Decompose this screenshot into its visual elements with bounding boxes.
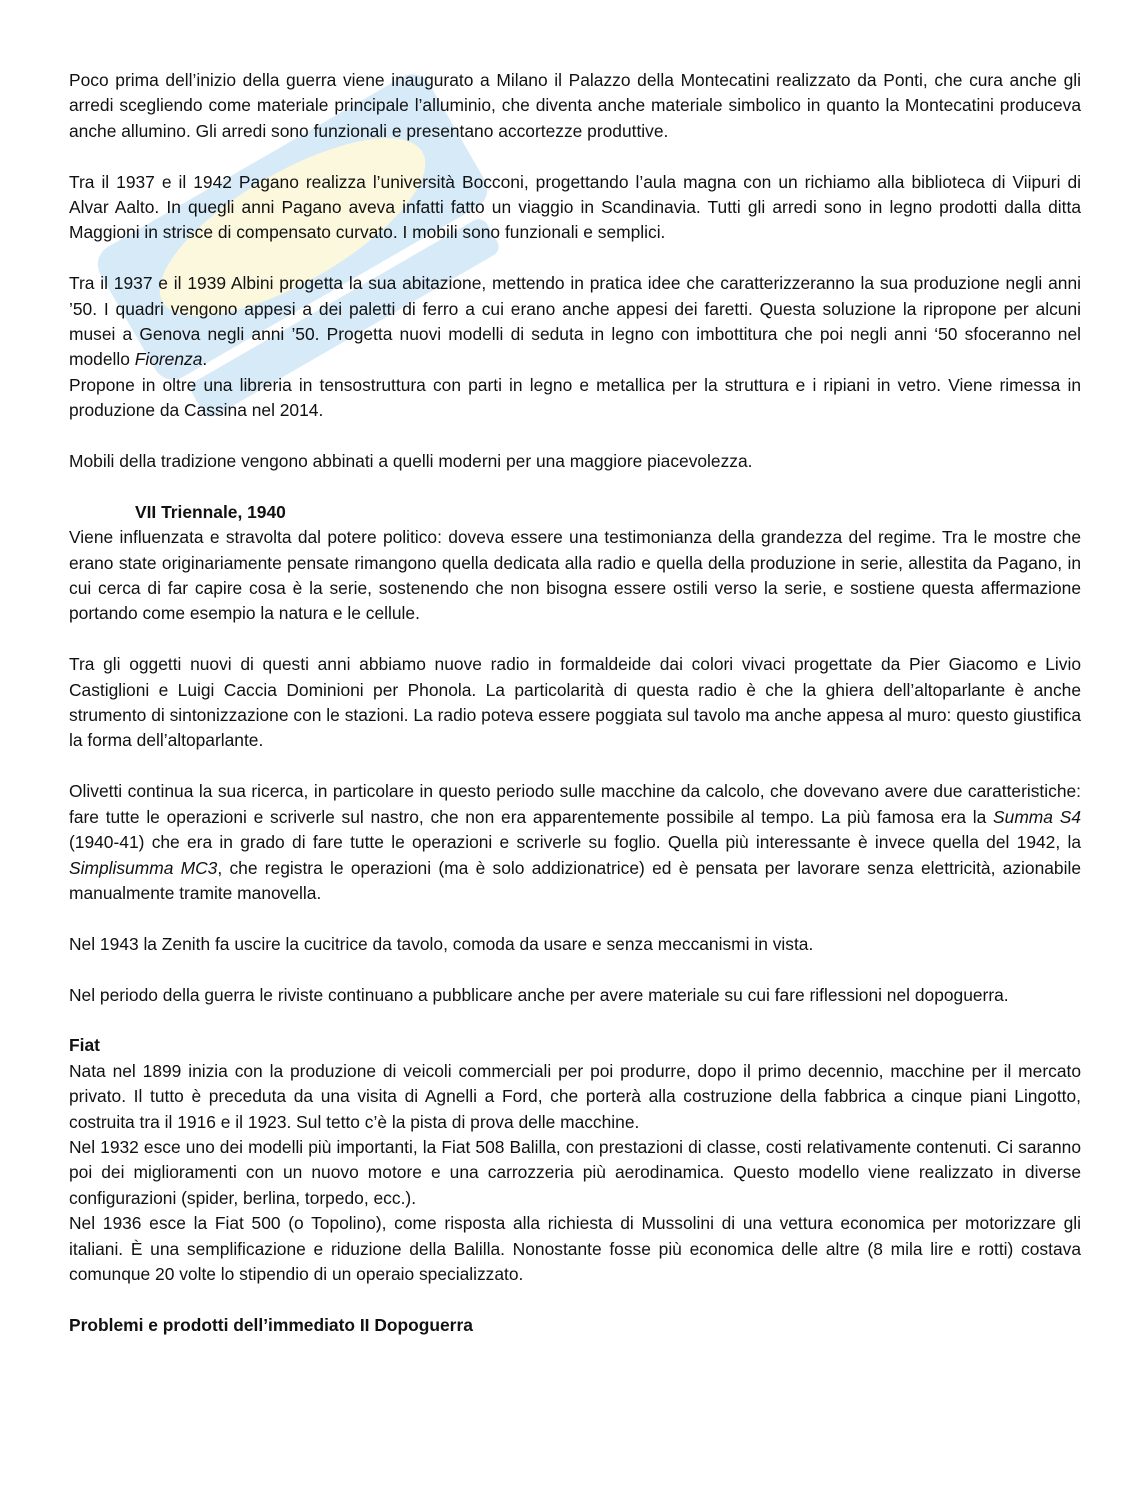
- heading-vii-triennale: VII Triennale, 1940: [135, 501, 286, 522]
- model-summa-s4: Summa S4: [993, 806, 1081, 827]
- paragraph-libreria: Propone in oltre una libreria in tensostruttura con parti in legno e metallica per la struttura e i ripiani in vetro. Viene rimessa in produzione da Cassina nel 2014.: [69, 374, 1081, 421]
- model-simplisumma-mc3: Simplisumma MC3: [69, 857, 218, 878]
- paragraph-olivetti-text-1: Olivetti continua la sua ricerca, in particolare in questo periodo sulle macchine da calcolo, che dovevano avere due caratteristiche: fare tutte le operazioni e scriverle sul nastro, che non era apparentemente possibile al tempo. La più famosa era la: [69, 781, 1081, 827]
- paragraph-albini: [69, 271, 1081, 373]
- paragraph-fiat-topolino: Nel 1936 esce la Fiat 500 (o Topolino), come risposta alla richiesta di Mussolini di una vettura economica per motorizzare gli italiani. È una semplificazione e riduzione della Balilla. Nonostante fosse più economica delle altre (8 mila lire e rotti) costava comunque 20 volte lo stipendio di un operaio specializzato.: [69, 1213, 1081, 1284]
- paragraph-olivetti: [69, 779, 1081, 906]
- heading-fiat: Fiat: [69, 1035, 100, 1056]
- paragraph-triennale: Viene influenzata e stravolta dal potere politico: doveva essere una testimonianza della grandezza del regime. Tra le mostre che erano state originariamente pensate rimangono quella dedicata alla radio e quella della produzione in serie, allestita da Pagano, in cui cerca di far capire cosa è la serie, sostenendo che non bisogna essere ostili verso la serie, e sostiene questa affermazione portando come esempio la natura e le cellule.: [69, 527, 1081, 624]
- heading-dopoguerra: Problemi e prodotti dell’immediato II Dopoguerra: [69, 1314, 473, 1335]
- paragraph-riviste: Nel periodo della guerra le riviste continuano a pubblicare anche per avere materiale su cui fare riflessioni nel dopoguerra.: [69, 984, 1009, 1005]
- paragraph-olivetti-text-2: (1940-41) che era in grado di fare tutte le operazioni e scriverle su foglio. Quella più interessante è invece quella del 1942, la: [69, 832, 1081, 853]
- paragraph-radio: Tra gli oggetti nuovi di questi anni abbiamo nuove radio in formaldeide dai colori vivaci progettate da Pier Giacomo e Livio Castiglioni e Luigi Caccia Dominioni per Phonola. La particolarità di questa radio è che la ghiera dell’altoparlante è anche strumento di sintonizzazione con le stazioni. La radio poteva essere poggiata sul tavolo ma anche appesa al muro: questo giustifica la forma dell’altoparlante.: [69, 654, 1081, 751]
- paragraph-fiat-origini: Nata nel 1899 inizia con la produzione di veicoli commerciali per poi produrre, dopo il primo decennio, macchine per il mercato privato. Il tutto è preceduta da una visita di Agnelli a Ford, che porterà alla costruzione della fabbrica a cinque piani Lingotto, costruita tra il 1916 e il 1923. Sul tetto c’è la pista di prova delle macchine.: [69, 1060, 1081, 1132]
- paragraph-olivetti-text-3: , che registra le operazioni (ma è solo addizionatrice) ed è pensata per lavorare senza elettricità, azionabile manualmente tramite manovella.: [69, 857, 1081, 903]
- paragraph-bocconi: Tra il 1937 e il 1942 Pagano realizza l’università Bocconi, progettando l’aula magna con un richiamo alla biblioteca di Viipuri di Alvar Aalto. In quegli anni Pagano aveva infatti fatto un viaggio in Scandinavia. Tutti gli arredi sono in legno prodotti dalla ditta Maggioni in strisce di compensato curvato. I mobili sono funzionali e semplici.: [69, 171, 1081, 243]
- paragraph-mobili: Mobili della tradizione vengono abbinati a quelli moderni per una maggiore piacevolezza.: [69, 451, 753, 472]
- paragraph-zenith: Nel 1943 la Zenith fa uscire la cucitrice da tavolo, comoda da usare e senza meccanismi in vista.: [69, 933, 814, 954]
- paragraph-albini-text: Tra il 1937 e il 1939 Albini progetta la sua abitazione, mettendo in pratica idee che caratterizzeranno la sua produzione negli anni ’50. I quadri vengono appesi a dei paletti di ferro a cui erano anche appesi dei faretti. Questa soluzione la ripropone per alcuni musei a Genova negli anni ’50. Progetta nuovi modelli di seduta in legno con imbottitura che poi negli anni ‘50 sfoceranno nel modello: [69, 273, 1081, 370]
- paragraph-montecatini: Poco prima dell’inizio della guerra viene inaugurato a Milano il Palazzo della Montecatini realizzato da Ponti, che cura anche gli arredi scegliendo come materiale principale l’alluminio, che diventa anche materiale simbolico in quanto la Montecatini produceva anche allumino. Gli arredi sono funzionali e presentano accortezze produttive.: [69, 70, 1081, 141]
- paragraph-albini-end: .: [202, 349, 208, 370]
- model-fiorenza: Fiorenza: [134, 349, 203, 370]
- paragraph-fiat-balilla: Nel 1932 esce uno dei modelli più importanti, la Fiat 508 Balilla, con prestazioni di classe, costi relativamente contenuti. Ci saranno poi dei miglioramenti con un nuovo motore e una carrozzeria più aerodinamica. Questo modello viene realizzato in diverse configurazioni (spider, berlina, torpedo, ecc.).: [69, 1136, 1081, 1208]
- document-page: [69, 68, 1081, 1338]
